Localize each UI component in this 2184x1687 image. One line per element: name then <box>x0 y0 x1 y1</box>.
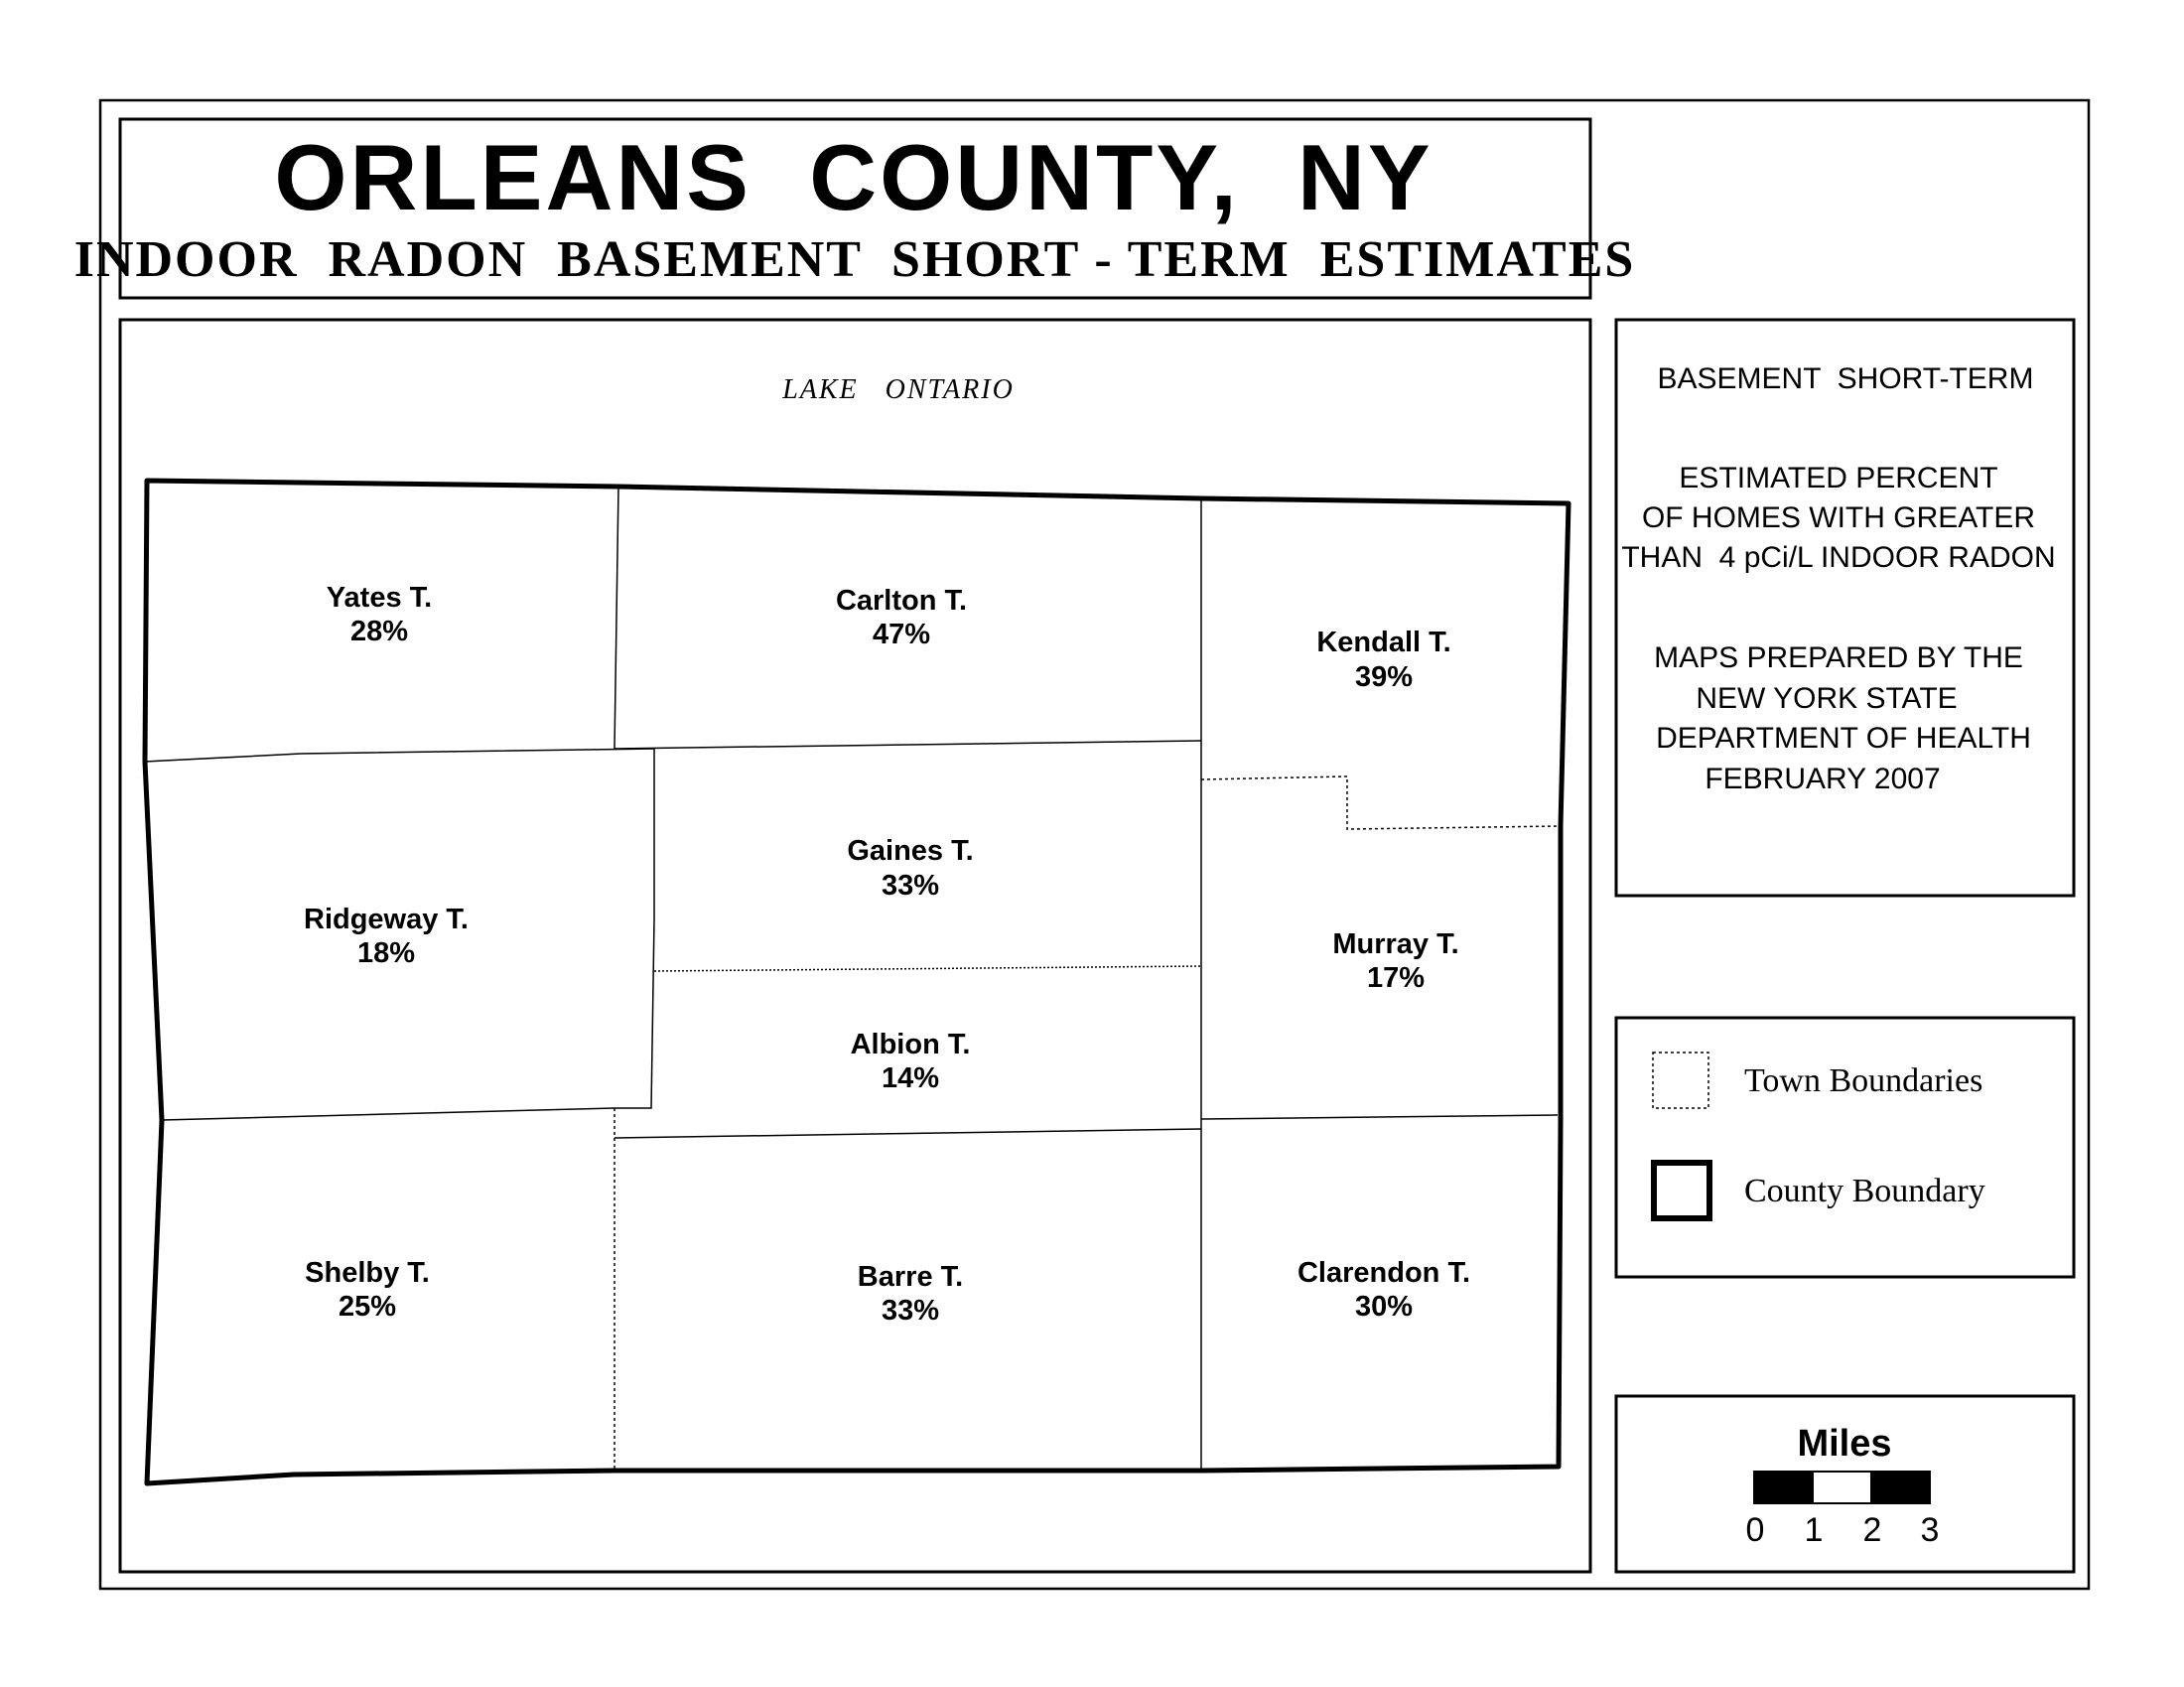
scale-bar <box>1754 1472 1930 1503</box>
scale-segment-2 <box>1813 1472 1871 1503</box>
town-percent-shelby: 25% <box>338 1291 397 1323</box>
town-name-murray: Murray T. <box>1332 928 1459 960</box>
town-name-ridgeway: Ridgeway T. <box>304 904 469 935</box>
info-desc-line-1: ESTIMATED PERCENT <box>1679 462 1998 494</box>
town-percent-clarendon: 30% <box>1354 1291 1414 1323</box>
murray-clarendon-boundary <box>1201 1115 1558 1119</box>
scale-tick-2: 2 <box>1862 1511 1882 1549</box>
info-credit-line-3: DEPARTMENT OF HEALTH <box>1656 722 2031 755</box>
scale-title: Miles <box>1797 1423 1892 1465</box>
yates-carlton-boundary <box>614 487 618 749</box>
scale-segment-1 <box>1754 1472 1813 1503</box>
town-labels <box>304 582 1470 1327</box>
legend-county-boundary-label: County Boundary <box>1744 1173 1985 1209</box>
scale-tick-0: 0 <box>1745 1511 1765 1549</box>
info-heading: BASEMENT SHORT-TERM <box>1657 362 2034 395</box>
ridgeway-shelby-boundary <box>162 1108 614 1120</box>
gaines-albion-boundary <box>654 966 1201 971</box>
info-box <box>1616 320 2074 896</box>
town-percent-carlton: 47% <box>872 619 931 650</box>
town-percent-murray: 17% <box>1366 962 1426 994</box>
town-name-kendall: Kendall T. <box>1316 627 1451 658</box>
albion-barre-boundary <box>614 1129 1201 1138</box>
scale-segment-3 <box>1871 1472 1930 1503</box>
town-boundary-swatch <box>1653 1053 1708 1108</box>
town-name-gaines: Gaines T. <box>847 835 974 867</box>
lake-ontario-label: LAKE ONTARIO <box>782 374 1015 405</box>
info-credit-line-4: FEBRUARY 2007 <box>1705 763 1941 795</box>
town-percent-albion: 14% <box>881 1062 940 1094</box>
legend-box <box>1616 1018 2074 1277</box>
map-subtitle: INDOOR RADON BASEMENT SHORT - TERM ESTIMATES <box>73 231 1636 288</box>
county-boundary-swatch <box>1654 1163 1709 1218</box>
town-name-shelby: Shelby T. <box>305 1257 430 1289</box>
yates-ridgeway-boundary <box>145 749 654 762</box>
info-desc-line-2: OF HOMES WITH GREATER <box>1641 501 2036 534</box>
map-title: ORLEANS COUNTY, NY <box>274 125 1433 229</box>
outer-frame <box>100 100 2089 1589</box>
scale-tick-3: 3 <box>1920 1511 1940 1549</box>
legend-town-boundaries-label: Town Boundaries <box>1744 1062 1983 1099</box>
info-credit-line-2: NEW YORK STATE <box>1696 682 1958 715</box>
town-percent-kendall: 39% <box>1354 661 1414 693</box>
town-name-clarendon: Clarendon T. <box>1297 1257 1471 1289</box>
kendall-murray-boundary <box>1201 776 1561 829</box>
carlton-gaines-boundary <box>614 741 1201 749</box>
info-desc-line-3: THAN 4 pCi/L INDOOR RADON <box>1621 541 2056 574</box>
town-name-carlton: Carlton T. <box>835 585 968 617</box>
scale-tick-1: 1 <box>1804 1511 1824 1549</box>
town-name-barre: Barre T. <box>857 1261 964 1293</box>
town-percent-yates: 28% <box>349 616 409 647</box>
town-percent-ridgeway: 18% <box>356 937 416 969</box>
info-credit-line-1: MAPS PREPARED BY THE <box>1654 641 2023 674</box>
town-percent-barre: 33% <box>881 1295 940 1327</box>
town-name-yates: Yates T. <box>326 582 433 614</box>
ridgeway-gaines-boundary <box>614 749 654 1108</box>
town-percent-gaines: 33% <box>881 870 940 902</box>
town-name-albion: Albion T. <box>850 1029 971 1060</box>
